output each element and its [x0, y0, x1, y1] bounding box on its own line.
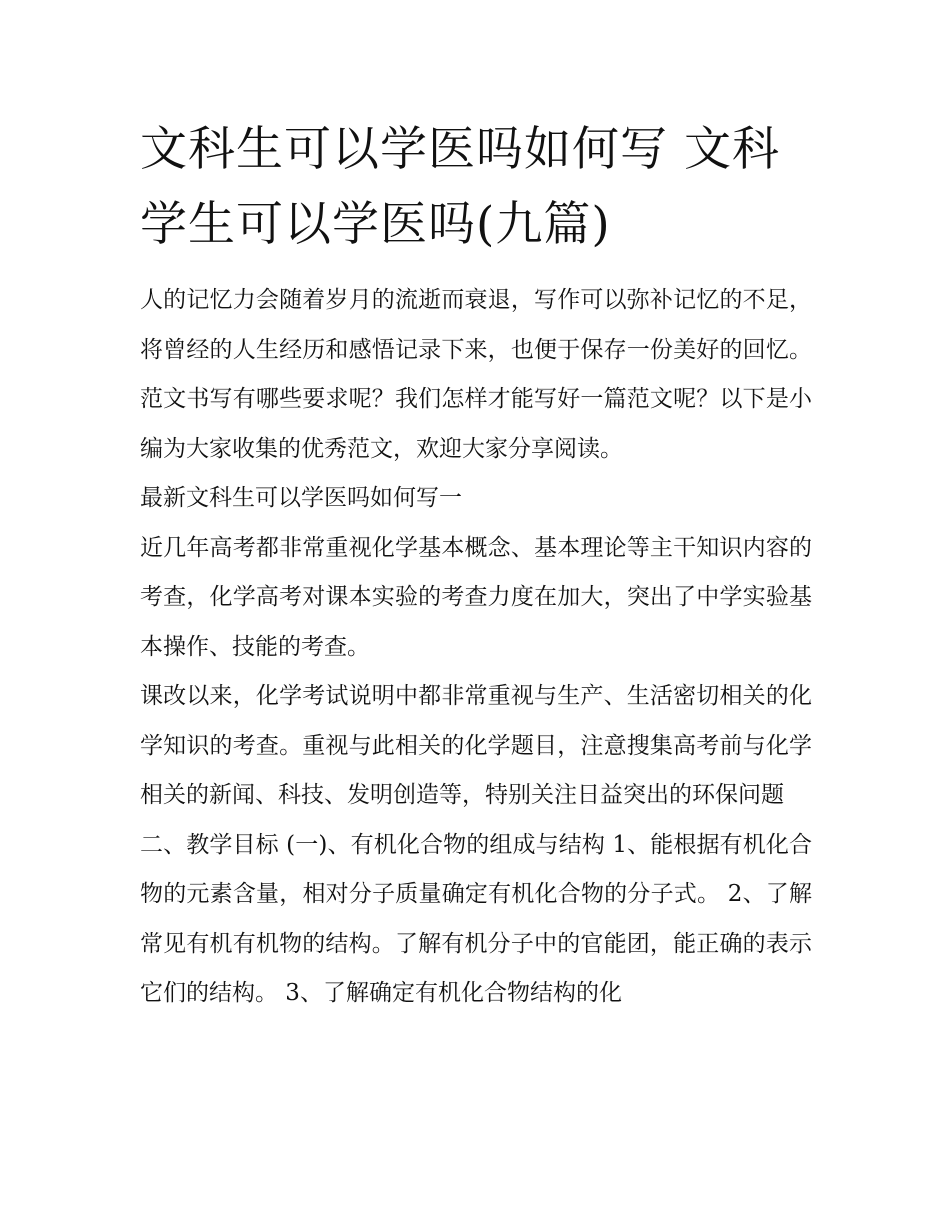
document-title: 文科生可以学医吗如何写 文科学生可以学医吗(九篇): [140, 122, 780, 252]
intro-paragraph: 人的记忆力会随着岁月的流逝而衰退，写作可以弥补记忆的不足，将曾经的人生经历和感悟记录下来，也便于保存一份美好的回忆。范文书写有哪些要求呢？我们怎样才能写好一篇范文呢？以下是小编为大家收集的优秀范文，欢迎大家分享阅读。: [140, 287, 812, 462]
body-paragraph: 近几年高考都非常重视化学基本概念、基本理论等主干知识内容的考查，化学高考对课本实验的考查力度在加大，突出了中学实验基本操作、技能的考查。: [140, 534, 812, 660]
body-paragraph: 二、教学目标 (一)、有机化合物的组成与结构 1、能根据有机化合物的元素含量，相对分子质量确定有机化合物的分子式。 2、了解常见有机有机物的结构。了解有机分子中的官能团，能正确的表示它们的结构。 3、了解确定有机化合物结构的化: [140, 831, 812, 1006]
section-heading: 最新文科生可以学医吗如何写一: [140, 485, 462, 511]
body-paragraph: 课改以来，化学考试说明中都非常重视与生产、生活密切相关的化学知识的考查。重视与此相关的化学题目，注意搜集高考前与化学相关的新闻、科技、发明创造等，特别关注日益突出的环保问题: [140, 683, 812, 808]
document-page: [140, 112, 812, 1019]
